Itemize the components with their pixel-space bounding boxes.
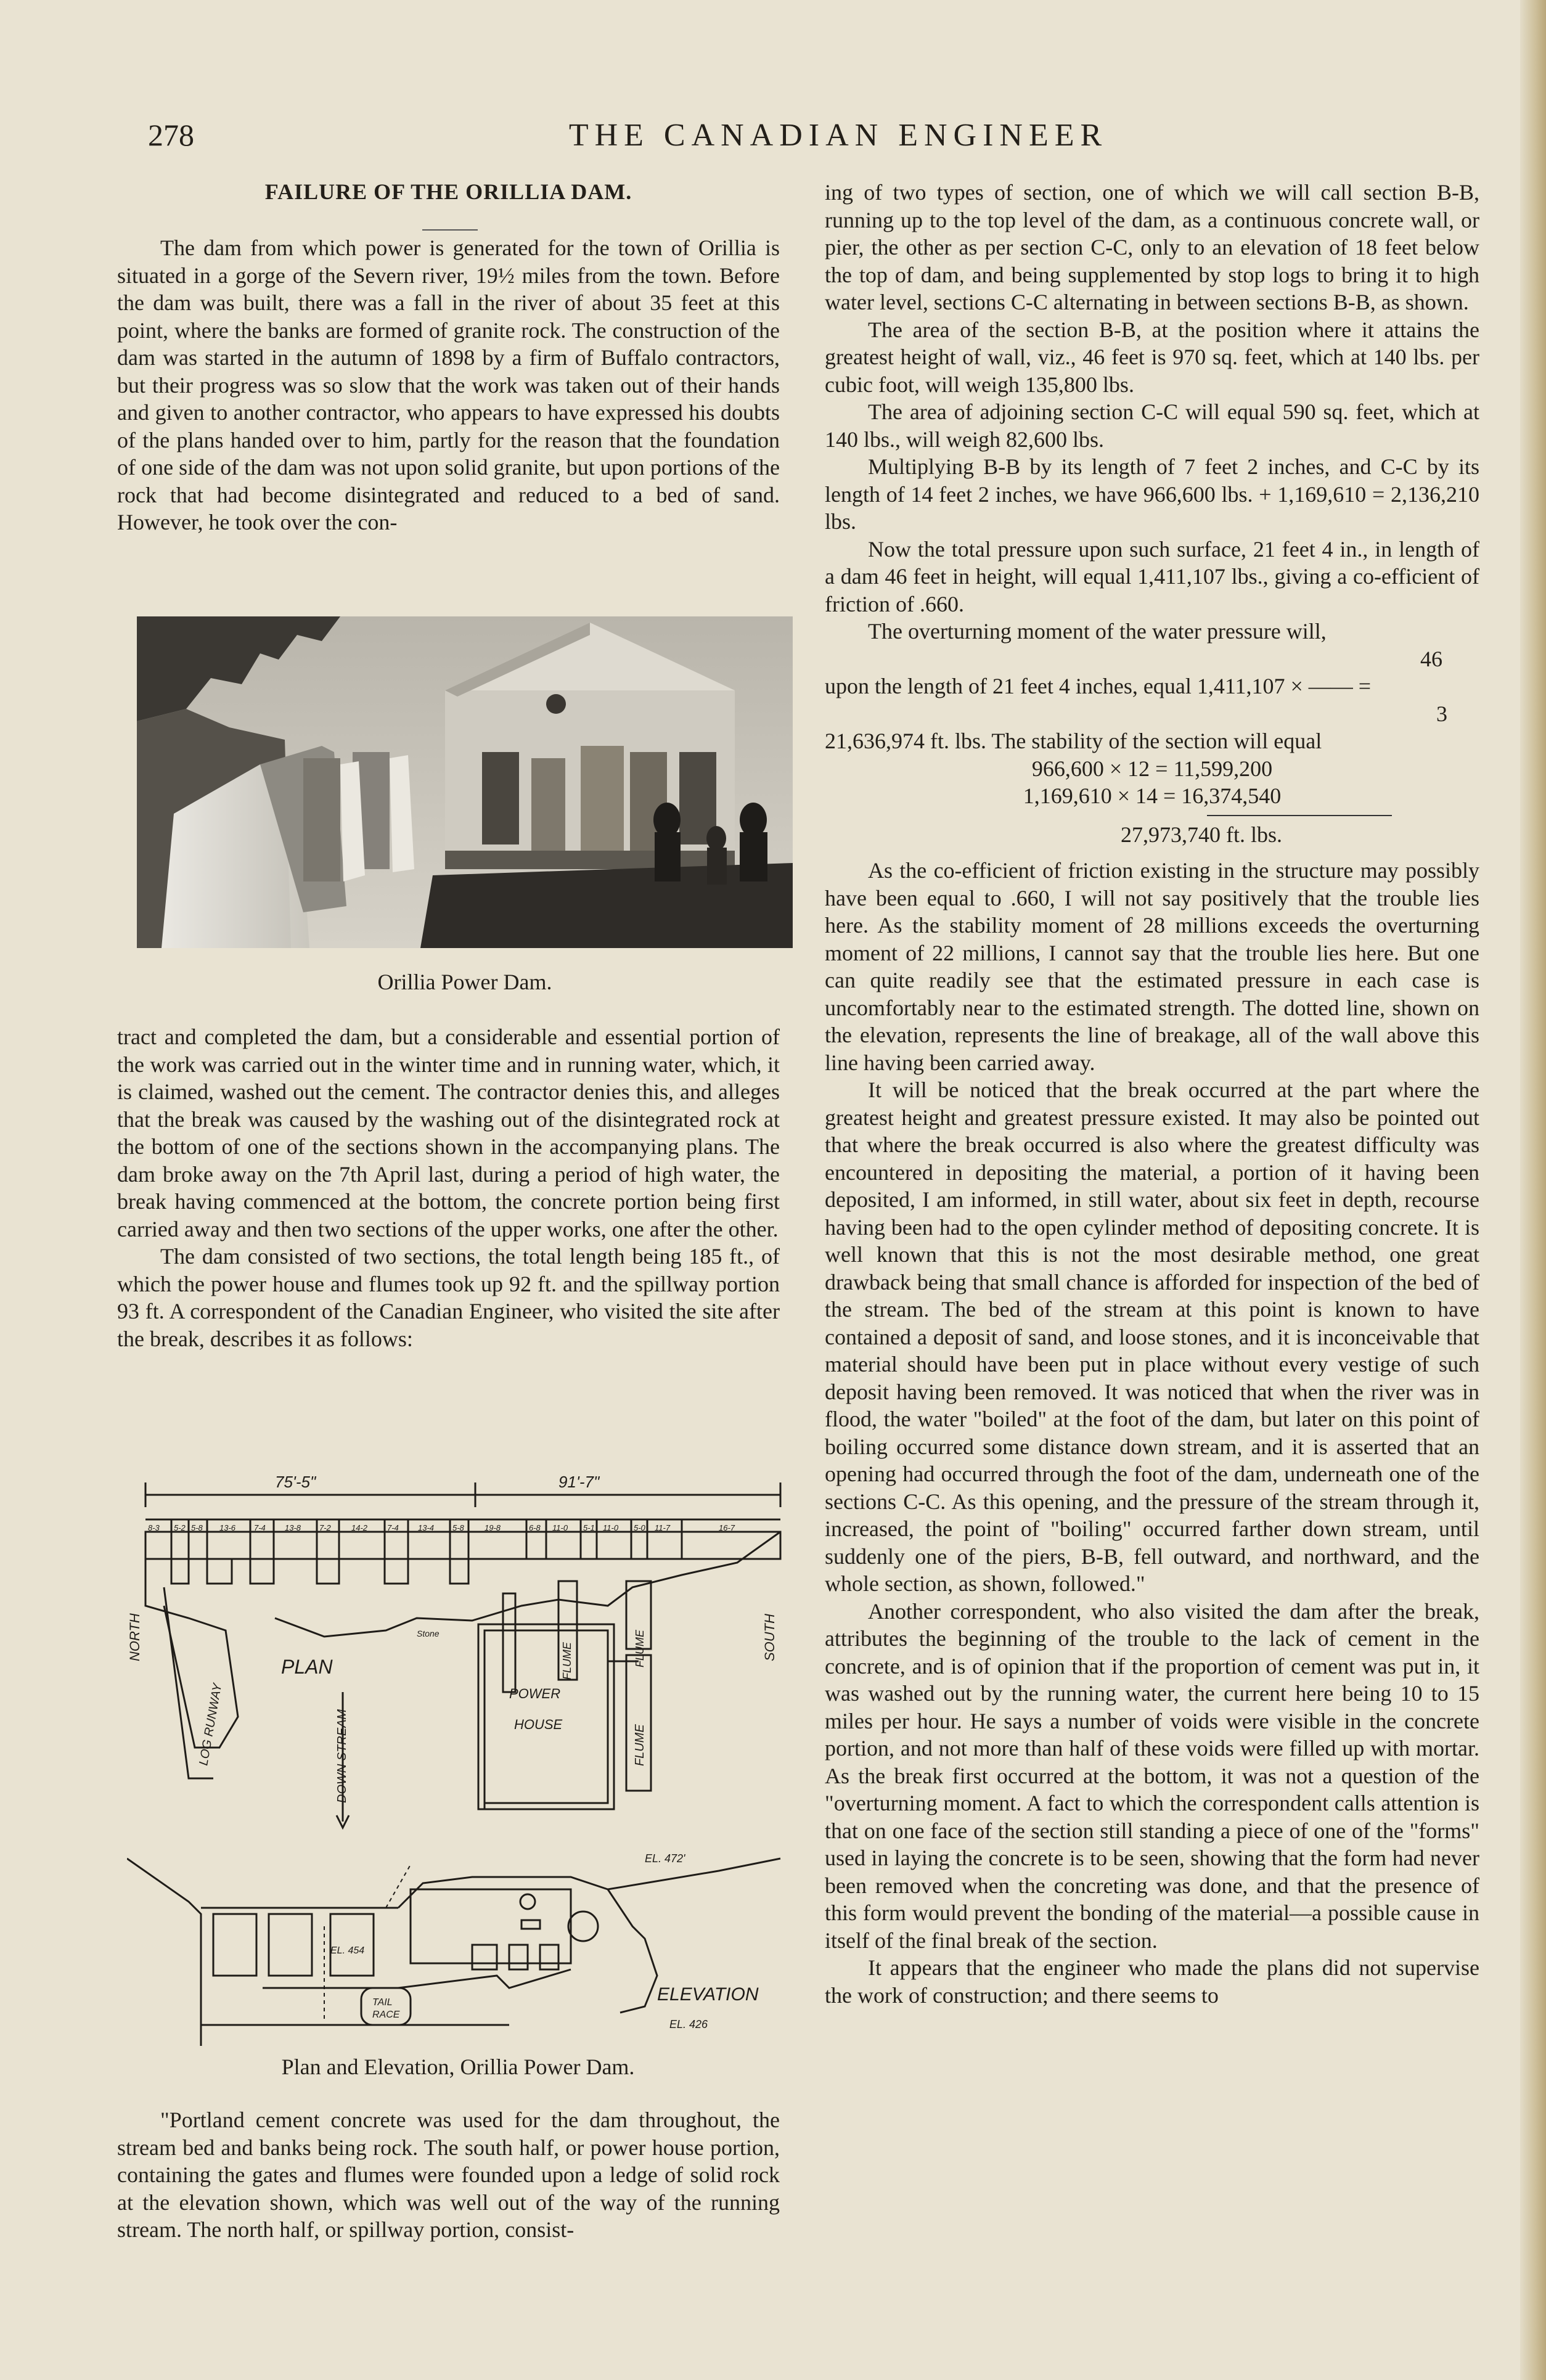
paragraph: Another correspondent, who also visited the dam after the break, attributes the beginning of the trouble to the lack of cement in the concrete, and is of opinion that if the proportion of cement was put in, it was washed out by the running water, the current here being 10 to 15 miles per hour. He says a number of voids were visible in the concrete portion, and not more than half of these voids were filled up with mortar. As the break first occurred at the bottom, it was not a question of the "overturning moment. A fact to which the correspondent calls attention is that on one face of the section still standing a piece of one of the "forms" used in laying the concrete is to be seen, showing that the form had never been removed when the concreting was done, and that the presence of this form would prevent the bonding of the material—a possible cause in itself of the final break of the section.: [825, 1598, 1479, 1953]
page-number: 278: [148, 118, 194, 152]
left-column-bottom: [117, 2106, 780, 2244]
math-denominator: 3: [1436, 701, 1447, 726]
bay-width-label: 5-8: [452, 1523, 464, 1532]
paragraph: The area of the section B-B, at the position where it attains the greatest height of wall, viz., 46 feet is 970 sq. feet, which at 140 lbs. per cubic foot, will weigh 135,800 lbs.: [825, 317, 1479, 397]
math-stability-line: 21,636,974 ft. lbs. The stability of the section will equal: [825, 729, 1322, 753]
plan-elevation-diagram: [127, 1458, 789, 2046]
elevation-454-label: EL. 454: [330, 1945, 365, 1956]
power-label: POWER: [509, 1686, 561, 1701]
stone-label: Stone: [417, 1629, 440, 1638]
math-total: 27,973,740 ft. lbs.: [1120, 822, 1282, 847]
paragraph: The overturning moment of the water pressure will,: [868, 619, 1327, 644]
paragraph: ing of two types of section, one of which we will call section B-B, running up to the top level of the dam, as a continuous concrete wall, or pier, the other as per section C-C, only to an elevation of 18 feet below the top of dam, and being supplemented by stop logs to bring it to high water level, sections C-C alternating in between sections B-B, as shown.: [825, 180, 1479, 314]
left-column-middle: [117, 1023, 780, 1352]
elevation-label: ELEVATION: [657, 1984, 759, 2005]
bay-width-label: 8-3: [148, 1523, 160, 1532]
math-sum-rule: [1207, 815, 1392, 816]
plan-elevation-drawing: [127, 1458, 789, 2046]
bay-width-label: 5-8: [191, 1523, 203, 1532]
diagram-caption: Plan and Elevation, Orillia Power Dam.: [281, 2055, 635, 2079]
bay-width-label: 16-7: [719, 1523, 735, 1532]
bay-width-label: 5-1: [583, 1523, 595, 1532]
race-label: RACE: [372, 2010, 400, 2020]
bay-width-label: 13-8: [285, 1523, 301, 1532]
flume-label: FLUME: [634, 1629, 646, 1667]
bay-width-label: 7-4: [254, 1523, 266, 1532]
paragraph: It will be noticed that the break occurred at the part where the greatest height and greatest pressure existed. It may also be pointed out that where the break occurred is also where the greatest difficulty was encountered in depositing the material, a portion of it having been deposited, I am informed, in still water, about six feet in depth, recourse having been had to the open cylinder method of depositing concrete. It is well known that this is not the most desirable method, one great drawback being that small chance is afforded for inspection of the bed of the stream. The bed of the stream at this point is known to have contained a deposit of sand, and loose stones, and it is inconceivable that material should have been put in place without every vestige of such deposit having been removed. It was noticed that when the river was in flood, the water "boiled" at the foot of the dam, but later on this point of boiling occurred some distance down stream, and it is asserted that an opening had occurred through the foot of the dam, underneath one of the sections C-C. As this opening, and the pressure of the stream through it, increased, the point of "boiling" occurred farther down stream, until suddenly one of the piers, B-B, fell outward, and northward, and the whole section, as shown, followed.": [825, 1078, 1479, 1596]
flume-label: FLUME: [633, 1724, 647, 1766]
journal-title: THE CANADIAN ENGINEER: [568, 118, 1108, 153]
right-column: [825, 179, 1479, 2009]
page-header: [148, 117, 1479, 166]
elevation-472-label: EL. 472': [645, 1852, 685, 1865]
dam-photograph: [137, 616, 793, 948]
paragraph: The dam from which power is generated for the town of Orillia is situated in a gorge of the Severn river, 19½ miles from the town. Before the dam was built, there was a fall in the river of about 35 feet at this point, where the banks are formed of granite rock. The construction of the dam was started in the autumn of 1898 by a firm of Buffalo contractors, but their progress was so slow that the work was taken out of their hands and given to another contractor, who appears to have expressed his doubts of the plans handed over to him, partly for the reason that the foundation of one side of the dam was not upon solid granite, but upon portions of the rock that had become disintegrated and reduced to a bed of sand. However, he took over the con-: [117, 235, 780, 534]
paragraph: "Portland cement concrete was used for the dam throughout, the stream bed and banks being rock. The south half, or power house portion, containing the gates and flumes were founded upon a ledge of solid rock at the elevation shown, which was well out of the way of the running stream. The north half, or spillway portion, consist-: [117, 2108, 780, 2242]
bay-width-label: 11-7: [655, 1523, 671, 1532]
left-column-top: [117, 234, 780, 536]
paragraph: Multiplying B-B by its length of 7 feet 2 inches, and C-C by its length of 14 feet 2 inches, we have 966,600 lbs. + 1,169,610 = 2,136,210 lbs.: [825, 454, 1479, 534]
bay-width-label: 14-2: [351, 1523, 368, 1532]
article-title: FAILURE OF THE ORILLIA DAM.: [264, 179, 632, 204]
page-edge: [1520, 0, 1546, 2380]
north-label: NORTH: [127, 1613, 142, 1661]
bay-width-label: 13-4: [418, 1523, 435, 1532]
math-calc-1: 966,600 × 12 = 11,599,200: [1031, 756, 1273, 781]
title-rule: [422, 229, 478, 231]
bay-width-label: 7-4: [387, 1523, 399, 1532]
bay-width-label: 11-0: [552, 1523, 568, 1532]
bay-width-label: 7-2: [319, 1523, 331, 1532]
paragraph: tract and completed the dam, but a considerable and essential portion of the work was carried out in the winter time and in running water, which, it is claimed, washed out the cement. The contractor denies this, and alleges that the break was caused by the washing out of the disintegrated rock at the bottom of one of the sections shown in the accompanying plans. The dam broke away on the 7th April last, during a period of high water, the break having commenced at the bottom, the concrete portion being first carried away and then two sections of the upper works, one after the other.: [117, 1024, 780, 1241]
south-label: SOUTH: [762, 1614, 777, 1661]
bay-width-label: 11-0: [603, 1523, 619, 1532]
tail-label: TAIL: [372, 1997, 393, 2008]
dimension-left-label: 75'-5": [275, 1473, 316, 1491]
flume-label: FLUME: [561, 1642, 573, 1680]
bay-width-label: 19-8: [485, 1523, 501, 1532]
paragraph: The dam consisted of two sections, the total length being 185 ft., of which the power house and flumes took up 92 ft. and the spillway portion 93 ft. A correspondent of the Canadian Engineer, who visited the site after the break, describes it as follows:: [117, 1244, 780, 1351]
bay-width-label: 5-2: [174, 1523, 186, 1532]
math-calc-2: 1,169,610 × 14 = 16,374,540: [1023, 783, 1282, 808]
math-numerator: 46: [1420, 646, 1442, 671]
bay-width-label: 13-6: [219, 1523, 236, 1532]
plan-label: PLAN: [281, 1656, 333, 1678]
dam-photo-illustration: [137, 616, 793, 948]
paragraph: As the co-efficient of friction existing in the structure may possibly have been equal to .660, I will not say positively that the trouble lies here. As the stability moment of 28 millions exceeds the overturning moment of 22 millions, I cannot say that the trouble lies here. But one can quite readily see that the estimated pressure in each case is uncomfortably near to the estimated strength. The dotted line, shown on the elevation, represents the line of breakage, all of the wall above this line having been carried away.: [825, 858, 1479, 1075]
paragraph: Now the total pressure upon such surface, 21 feet 4 in., in length of a dam 46 feet in height, will equal 1,411,107 lbs., giving a co-efficient of friction of .660.: [825, 536, 1479, 616]
down-stream-label: DOWN STREAM: [335, 1709, 349, 1803]
bay-width-label: 5-0: [634, 1523, 645, 1532]
elevation-426-label: EL. 426: [669, 2018, 708, 2030]
paragraph: The area of adjoining section C-C will equal 590 sq. feet, which at 140 lbs., will weigh 82,600 lbs.: [825, 399, 1479, 452]
bay-width-label: 6-8: [529, 1523, 541, 1532]
log-runway-label: LOG RUNWAY: [197, 1682, 225, 1767]
dimension-right-label: 91'-7": [558, 1473, 600, 1491]
math-upon-line: upon the length of 21 feet 4 inches, equal 1,411,107 × —— =: [825, 674, 1372, 698]
paragraph: It appears that the engineer who made the plans did not supervise the work of construction; and there seems to: [825, 1955, 1479, 2008]
photo-caption: Orillia Power Dam.: [377, 970, 552, 994]
house-label: HOUSE: [514, 1717, 563, 1732]
